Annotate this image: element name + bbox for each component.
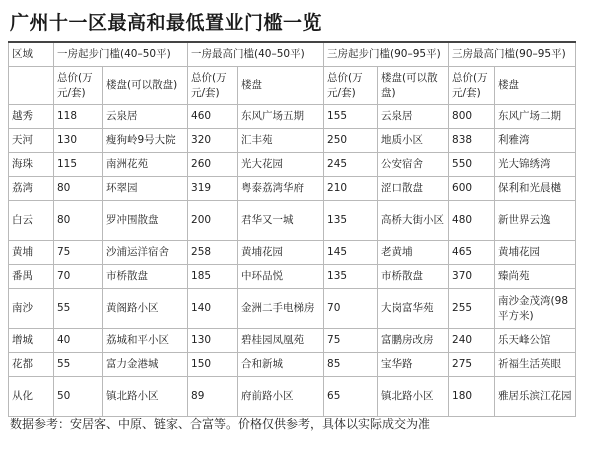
table-row (9, 265, 576, 289)
table-body (9, 105, 576, 417)
estate-cell: 合和新城 (238, 353, 324, 377)
price-cell: 135 (324, 265, 378, 289)
price-cell: 55 (54, 289, 103, 329)
estate-cell: 黄埔花园 (495, 241, 576, 265)
header-row-groups (9, 42, 576, 67)
estate-cell: 荔城和平小区 (103, 329, 188, 353)
estate-cell: 南沙金茂湾(98平方米) (495, 289, 576, 329)
header-sub: 楼盘(可以散盘) (103, 67, 188, 105)
price-cell: 838 (449, 129, 495, 153)
price-cell: 460 (188, 105, 238, 129)
district-cell: 番禺 (9, 265, 54, 289)
price-cell: 75 (324, 329, 378, 353)
price-cell: 80 (54, 177, 103, 201)
estate-cell: 祈福生活英眼 (495, 353, 576, 377)
estate-cell: 府前路小区 (238, 377, 324, 417)
price-cell: 255 (449, 289, 495, 329)
estate-cell: 利雅湾 (495, 129, 576, 153)
estate-cell: 君华又一城 (238, 201, 324, 241)
estate-cell: 臻尚苑 (495, 265, 576, 289)
estate-cell: 罗冲围散盘 (103, 201, 188, 241)
header-group: 三房最高门槛(90–95平) (449, 42, 576, 67)
header-sub: 总价(万元/套) (54, 67, 103, 105)
table-row (9, 289, 576, 329)
estate-cell: 宝华路 (378, 353, 449, 377)
price-cell: 245 (324, 153, 378, 177)
estate-cell: 公安宿舍 (378, 153, 449, 177)
price-cell: 275 (449, 353, 495, 377)
district-cell: 越秀 (9, 105, 54, 129)
estate-cell: 碧桂园凤凰苑 (238, 329, 324, 353)
estate-cell: 镇北路小区 (103, 377, 188, 417)
header-sub: 总价(万元/套) (188, 67, 238, 105)
estate-cell: 老黄埔 (378, 241, 449, 265)
estate-cell: 黄埔花园 (238, 241, 324, 265)
price-cell: 130 (188, 329, 238, 353)
estate-cell: 光大锦绣湾 (495, 153, 576, 177)
estate-cell: 高桥大街小区 (378, 201, 449, 241)
estate-cell: 云泉居 (103, 105, 188, 129)
header-sub: 楼盘 (238, 67, 324, 105)
estate-cell: 地质小区 (378, 129, 449, 153)
estate-cell: 南洲花苑 (103, 153, 188, 177)
estate-cell: 东风广场五期 (238, 105, 324, 129)
table-row (9, 129, 576, 153)
estate-cell: 涩口散盘 (378, 177, 449, 201)
price-cell: 75 (54, 241, 103, 265)
estate-cell: 中环品悦 (238, 265, 324, 289)
district-cell: 花都 (9, 353, 54, 377)
estate-cell: 富力金港城 (103, 353, 188, 377)
table-row (9, 377, 576, 417)
price-cell: 600 (449, 177, 495, 201)
price-cell: 135 (324, 201, 378, 241)
estate-cell: 瘦狗岭9号大院 (103, 129, 188, 153)
estate-cell: 环翠园 (103, 177, 188, 201)
estate-cell: 东风广场二期 (495, 105, 576, 129)
table-row (9, 241, 576, 265)
estate-cell: 新世界云逸 (495, 201, 576, 241)
price-cell: 70 (54, 265, 103, 289)
estate-cell: 富鹏房改房 (378, 329, 449, 353)
price-cell: 145 (324, 241, 378, 265)
price-cell: 320 (188, 129, 238, 153)
price-cell: 150 (188, 353, 238, 377)
price-cell: 130 (54, 129, 103, 153)
estate-cell: 光大花园 (238, 153, 324, 177)
header-group: 三房起步门槛(90–95平) (324, 42, 449, 67)
price-cell: 370 (449, 265, 495, 289)
district-cell: 黄埔 (9, 241, 54, 265)
estate-cell: 乐天峰公馆 (495, 329, 576, 353)
price-cell: 55 (54, 353, 103, 377)
estate-cell: 大岗富华苑 (378, 289, 449, 329)
footnote: 数据参考：安居客、中原、链家、合富等。价格仅供参考，具体以实际成交为准 (10, 417, 431, 431)
estate-cell: 保利和光晨樾 (495, 177, 576, 201)
header-row-sub (9, 67, 576, 105)
district-cell: 海珠 (9, 153, 54, 177)
estate-cell: 汇丰苑 (238, 129, 324, 153)
estate-cell: 云泉居 (378, 105, 449, 129)
district-cell: 增城 (9, 329, 54, 353)
price-cell: 115 (54, 153, 103, 177)
estate-cell: 沙浦运洋宿舍 (103, 241, 188, 265)
price-cell: 800 (449, 105, 495, 129)
estate-cell: 市桥散盘 (103, 265, 188, 289)
price-cell: 155 (324, 105, 378, 129)
price-cell: 65 (324, 377, 378, 417)
district-cell: 南沙 (9, 289, 54, 329)
district-cell: 白云 (9, 201, 54, 241)
district-cell: 天河 (9, 129, 54, 153)
price-table (8, 41, 576, 417)
header-sub: 总价(万元/套) (324, 67, 378, 105)
header-group: 一房起步门槛(40–50平) (54, 42, 188, 67)
price-cell: 240 (449, 329, 495, 353)
header-sub: 楼盘 (495, 67, 576, 105)
table-row (9, 153, 576, 177)
price-cell: 180 (449, 377, 495, 417)
header-empty (9, 67, 54, 105)
table-row (9, 353, 576, 377)
header-sub: 总价(万元/套) (449, 67, 495, 105)
price-cell: 465 (449, 241, 495, 265)
district-cell: 荔湾 (9, 177, 54, 201)
price-cell: 260 (188, 153, 238, 177)
header-group: 一房最高门槛(40–50平) (188, 42, 324, 67)
price-cell: 258 (188, 241, 238, 265)
table-row (9, 105, 576, 129)
estate-cell: 市桥散盘 (378, 265, 449, 289)
price-cell: 89 (188, 377, 238, 417)
estate-cell: 黄阁路小区 (103, 289, 188, 329)
price-cell: 85 (324, 353, 378, 377)
price-cell: 140 (188, 289, 238, 329)
district-cell: 从化 (9, 377, 54, 417)
price-cell: 319 (188, 177, 238, 201)
header-sub: 楼盘(可以散盘) (378, 67, 449, 105)
estate-cell: 镇北路小区 (378, 377, 449, 417)
price-cell: 40 (54, 329, 103, 353)
estate-cell: 金洲二手电梯房 (238, 289, 324, 329)
price-cell: 118 (54, 105, 103, 129)
price-table-wrap (8, 41, 575, 417)
price-cell: 70 (324, 289, 378, 329)
price-cell: 480 (449, 201, 495, 241)
price-cell: 210 (324, 177, 378, 201)
page-title: 广州十一区最高和最低置业门槛一览 (10, 12, 323, 34)
price-cell: 80 (54, 201, 103, 241)
price-cell: 50 (54, 377, 103, 417)
estate-cell: 雅居乐滨江花园 (495, 377, 576, 417)
table-row (9, 177, 576, 201)
table-row (9, 201, 576, 241)
price-cell: 550 (449, 153, 495, 177)
header-district: 区域 (9, 42, 54, 67)
price-cell: 185 (188, 265, 238, 289)
price-cell: 200 (188, 201, 238, 241)
price-cell: 250 (324, 129, 378, 153)
table-row (9, 329, 576, 353)
estate-cell: 粤泰荔湾华府 (238, 177, 324, 201)
